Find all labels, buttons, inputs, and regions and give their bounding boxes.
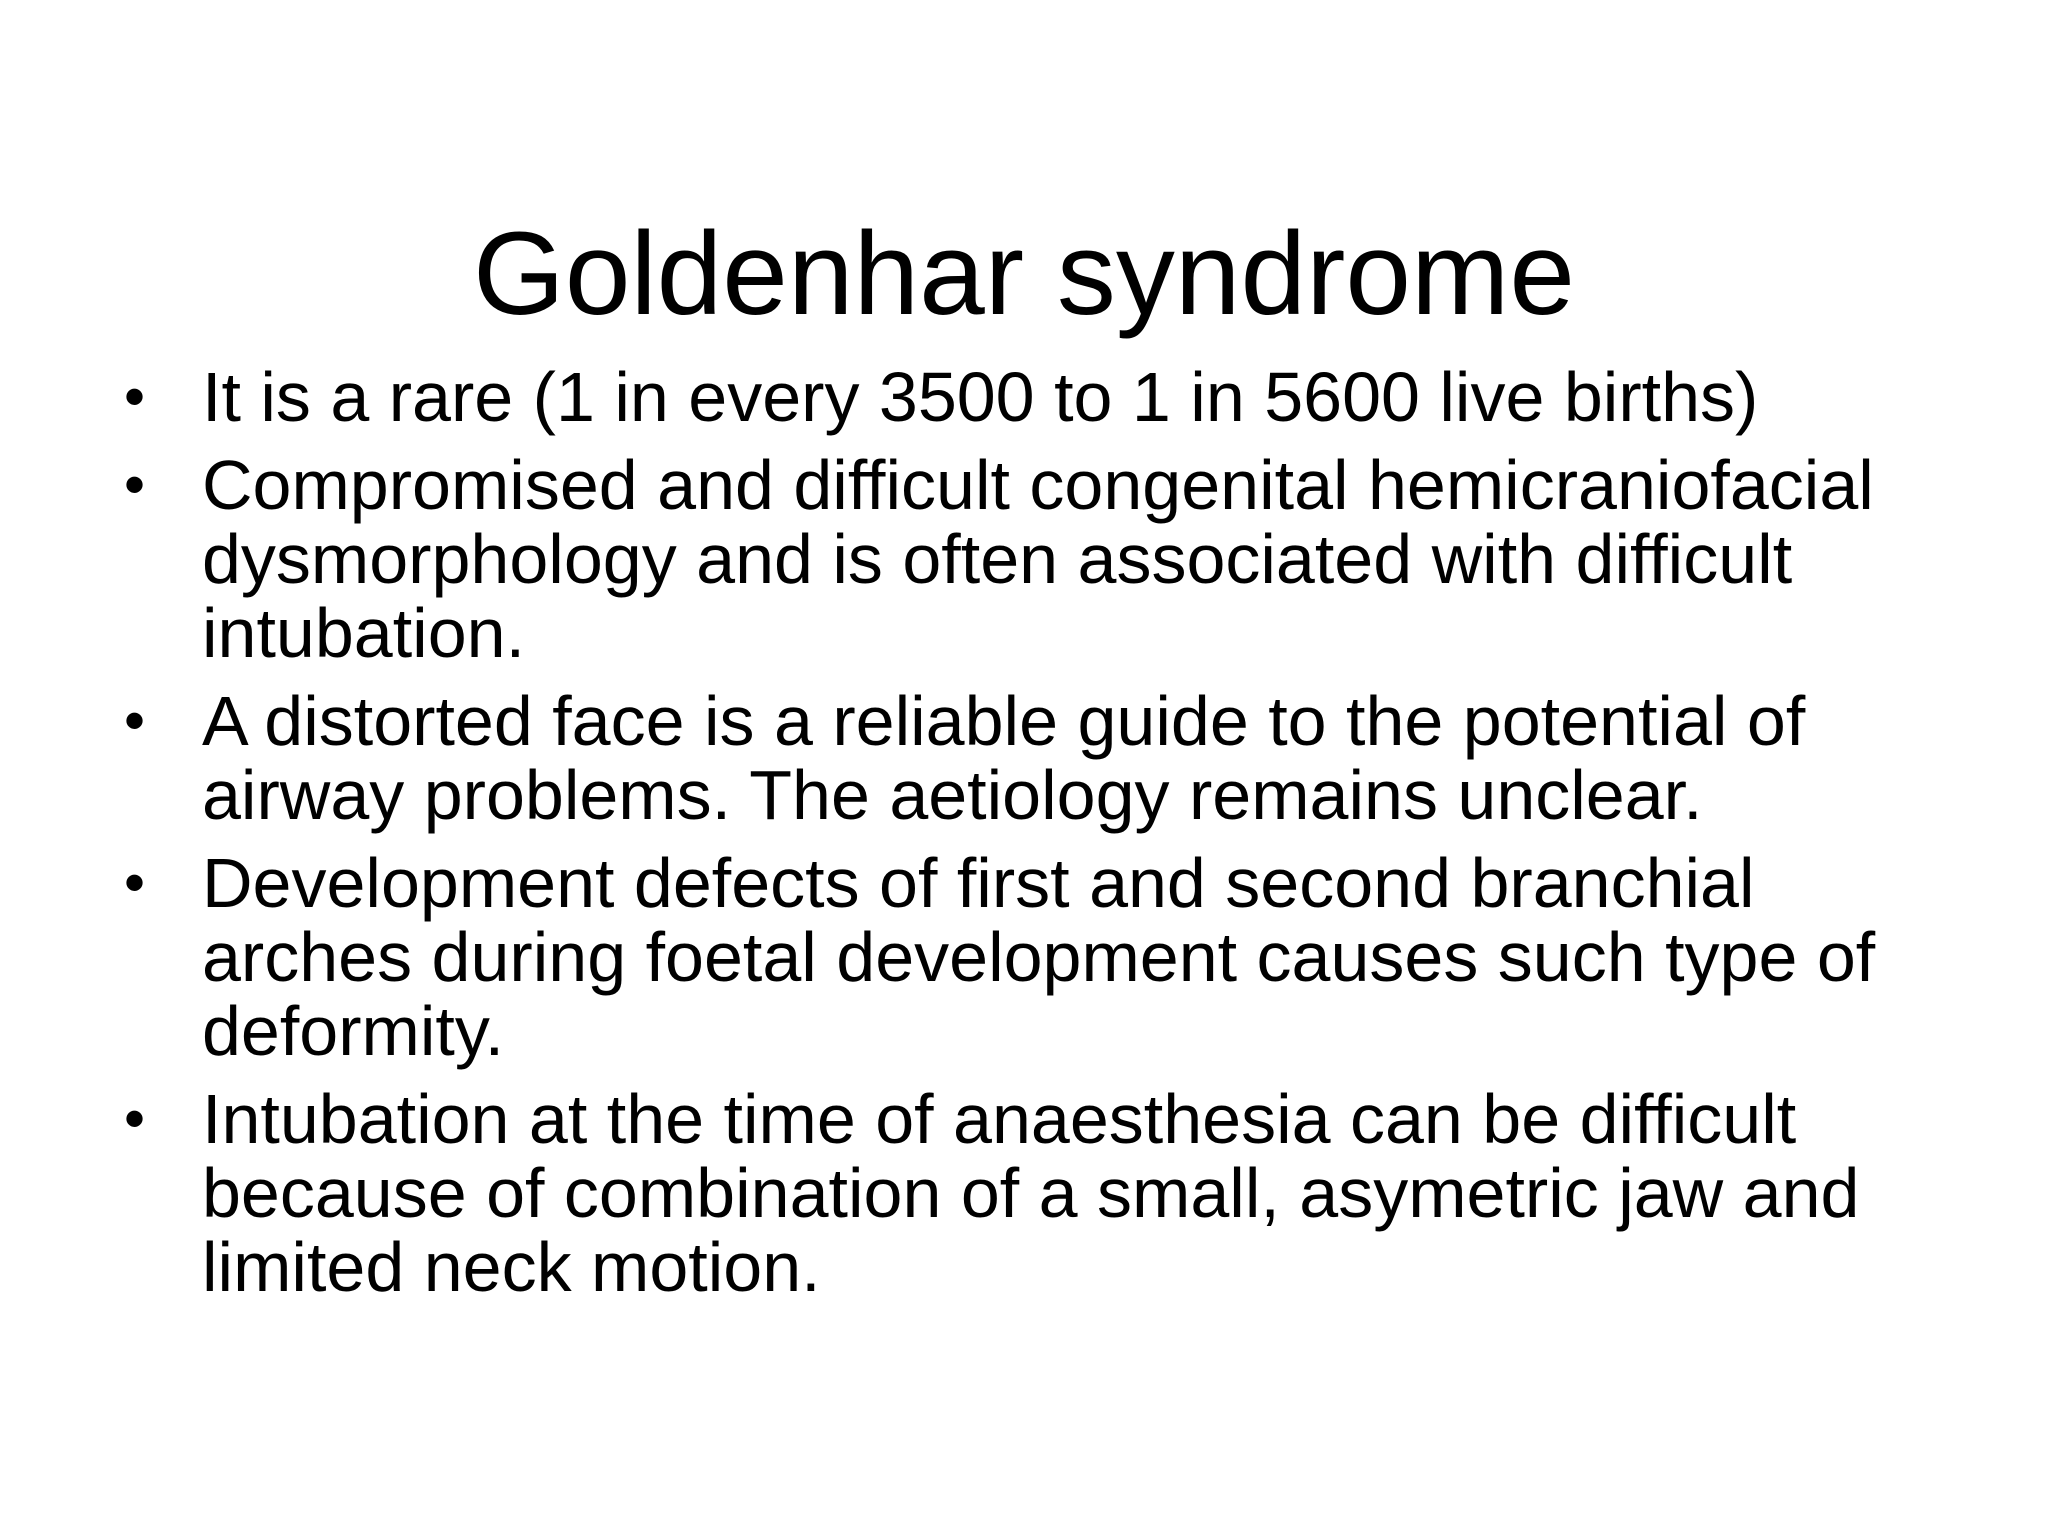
bullet-icon: •: [124, 1085, 146, 1152]
bullet-text: A distorted face is a reliable guide to the potential of airway problems. The aetiology remains unclear.: [202, 682, 1806, 834]
bullet-text: Compromised and difficult congenital hemicraniofacial dysmorphology and is often associated with difficult intubation.: [202, 446, 1874, 672]
bullet-icon: •: [124, 849, 146, 916]
bullet-icon: •: [124, 451, 146, 518]
list-item: [118, 448, 1948, 670]
bullet-text: Intubation at the time of anaesthesia can be difficult because of combination of a small, asymetric jaw and limited neck motion.: [202, 1080, 1860, 1306]
list-item: [118, 684, 1948, 832]
list-item: [118, 360, 1948, 434]
bullet-icon: •: [124, 363, 146, 430]
bullet-icon: •: [124, 687, 146, 754]
list-item: [118, 1082, 1948, 1304]
bullet-text: Development defects of first and second branchial arches during foetal development causes such type of deformity.: [202, 844, 1876, 1070]
list-item: [118, 846, 1948, 1068]
bullet-text: It is a rare (1 in every 3500 to 1 in 5600 live births): [202, 358, 1759, 436]
bullet-list: [118, 360, 1948, 1318]
slide-title: Goldenhar syndrome: [473, 208, 1575, 341]
